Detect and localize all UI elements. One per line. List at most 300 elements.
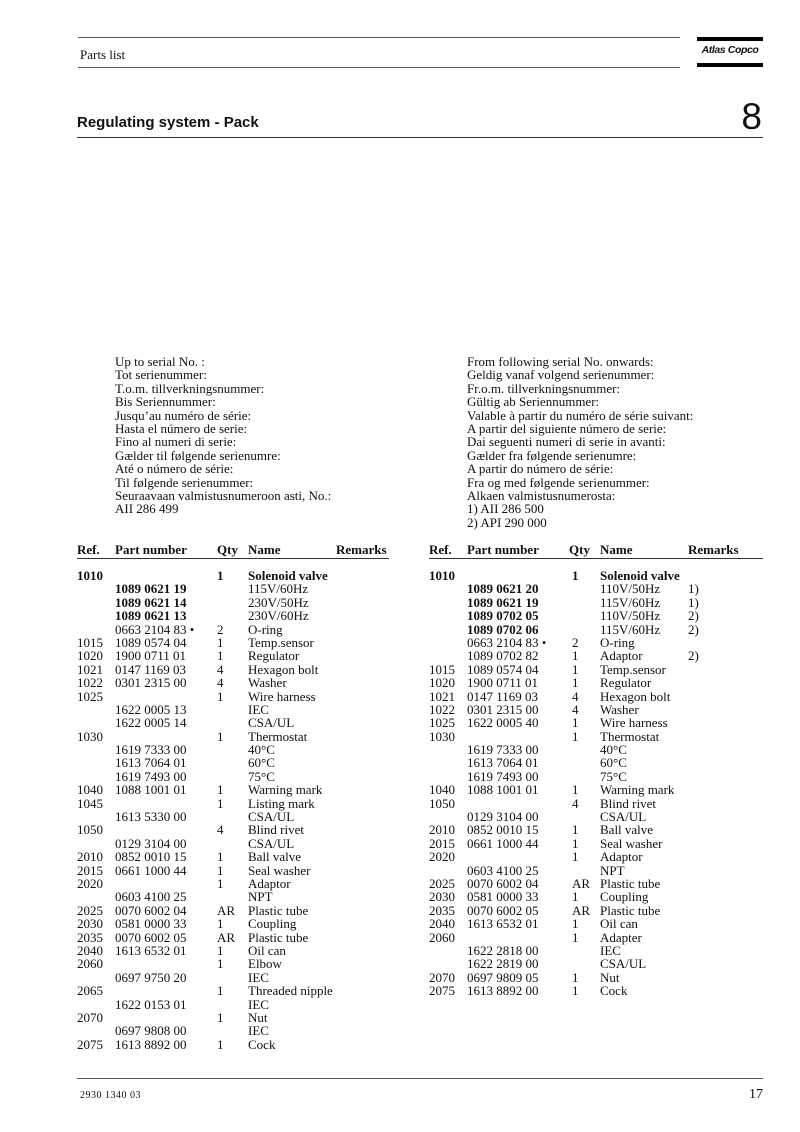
name-cell: IEC — [248, 1023, 269, 1039]
qty-cell: 4 — [572, 795, 579, 811]
qty-cell: 4 — [572, 688, 579, 704]
ref-cell: 1010 — [77, 568, 103, 583]
name-cell: Plastic tube — [600, 902, 661, 918]
serial-line: A partir do número de série: — [467, 461, 614, 477]
table-row — [77, 823, 389, 836]
part-number-cell: 0852 0010 15 — [467, 822, 539, 838]
table-row — [429, 971, 763, 984]
table-row — [77, 663, 389, 676]
part-number-cell: 0852 0010 15 — [115, 849, 187, 865]
footer-rule — [77, 1078, 763, 1079]
name-cell: Nut — [248, 1009, 268, 1025]
ref-cell: 1030 — [429, 728, 455, 744]
name-cell: 75°C — [248, 768, 275, 784]
part-number-cell: 1089 0621 19 — [115, 581, 187, 597]
serial-line: Alkaen valmistusnumerosta: — [467, 488, 616, 504]
name-cell: NPT — [248, 889, 273, 905]
qty-cell: 4 — [217, 822, 224, 838]
name-cell: IEC — [248, 701, 269, 717]
qty-cell: 4 — [217, 675, 224, 691]
name-cell: Blind rivet — [600, 795, 656, 811]
name-cell: Ball valve — [248, 849, 302, 865]
part-number-cell: 1619 7333 00 — [115, 742, 187, 758]
part-number-cell: 1613 6532 01 — [115, 942, 187, 958]
part-number-cell: 0663 2104 83 • — [115, 621, 195, 637]
ref-cell: 1040 — [77, 782, 103, 798]
remarks-cell: 2) — [688, 621, 699, 637]
name-cell: Blind rivet — [248, 822, 304, 838]
qty-cell: AR — [572, 902, 591, 918]
qty-cell: 1 — [572, 969, 579, 985]
title-rule — [77, 137, 763, 138]
table-row — [77, 743, 389, 756]
qty-cell: 1 — [217, 728, 224, 744]
qty-cell: 1 — [217, 648, 224, 664]
column-header-name: Name — [248, 542, 281, 557]
serial-line: Valable à partir du numéro de série suivant: — [467, 407, 694, 423]
qty-cell: 1 — [217, 916, 224, 932]
part-number-cell: 1089 0621 13 — [115, 608, 187, 624]
serial-line: Fino al numeri di serie: — [115, 434, 237, 450]
ref-cell: 1022 — [429, 701, 455, 717]
table-row — [77, 944, 389, 957]
part-number-cell: 0581 0000 33 — [115, 916, 187, 932]
name-cell: 115V/60Hz — [248, 581, 309, 597]
ref-cell: 2070 — [429, 969, 455, 985]
name-cell: Elbow — [248, 956, 282, 972]
name-cell: Oil can — [600, 916, 638, 932]
name-cell: 60°C — [248, 755, 275, 771]
table-row — [77, 569, 389, 582]
ref-cell: 2025 — [77, 902, 103, 918]
part-number-cell: 0147 1169 03 — [115, 661, 187, 677]
part-number-cell: 0070 6002 05 — [115, 929, 187, 945]
qty-cell: 1 — [217, 782, 224, 798]
column-header-qty: Qty — [217, 542, 238, 557]
qty-cell: 1 — [572, 568, 579, 583]
logo-bar-top — [697, 37, 763, 41]
name-cell: Washer — [600, 701, 639, 717]
table-row — [77, 609, 389, 622]
table-row — [429, 609, 763, 622]
serial-line: Gælder fra følgende serienumre: — [467, 447, 637, 463]
part-number-cell: 1619 7493 00 — [467, 768, 539, 784]
part-number-cell: 1089 0621 14 — [115, 594, 187, 610]
table-row — [429, 623, 763, 636]
qty-cell: 4 — [572, 701, 579, 717]
column-header-ref: Ref. — [77, 542, 100, 557]
part-number-cell: 0070 6002 04 — [115, 902, 187, 918]
name-cell: Wire harness — [600, 715, 668, 731]
part-number-cell: 0129 3104 00 — [467, 809, 539, 825]
qty-cell: AR — [217, 902, 236, 918]
part-number-cell: 1088 1001 01 — [115, 782, 187, 798]
serial-line: Jusqu’au numéro de série: — [115, 407, 252, 423]
name-cell: Coupling — [600, 889, 649, 905]
remarks-cell: 1) — [688, 581, 699, 597]
qty-cell: 1 — [572, 822, 579, 838]
table-row — [429, 770, 763, 783]
qty-cell: 1 — [572, 782, 579, 798]
name-cell: CSA/UL — [248, 835, 295, 851]
name-cell: 60°C — [600, 755, 627, 771]
ref-cell: 2030 — [429, 889, 455, 905]
table-row — [429, 837, 763, 850]
qty-cell: 1 — [572, 929, 579, 945]
name-cell: 230V/50Hz — [248, 594, 309, 610]
serial-line: Hasta el número de serie: — [115, 421, 248, 437]
table-row — [77, 582, 389, 595]
part-number-cell: 0697 9809 05 — [467, 969, 539, 985]
part-number-cell: 0581 0000 33 — [467, 889, 539, 905]
part-number-cell: 1622 2818 00 — [467, 942, 539, 958]
qty-cell: 1 — [572, 728, 579, 744]
table-row — [77, 1011, 389, 1024]
serial-line: Tot serienummer: — [115, 367, 207, 383]
table-row — [429, 663, 763, 676]
column-header-remarks: Remarks — [336, 542, 387, 557]
qty-cell: 1 — [217, 875, 224, 891]
table-row — [429, 850, 763, 863]
serial-block-right — [467, 355, 693, 529]
qty-cell: 2 — [217, 621, 224, 637]
table-row — [77, 770, 389, 783]
part-number-cell: 1613 8892 00 — [115, 1036, 187, 1052]
part-number-cell: 0603 4100 25 — [467, 862, 539, 878]
name-cell: 115V/60Hz — [600, 621, 661, 637]
table-row — [77, 783, 389, 796]
ref-cell: 2040 — [77, 942, 103, 958]
table-row — [429, 917, 763, 930]
table-row — [429, 569, 763, 582]
table-row — [77, 971, 389, 984]
part-number-cell: 0070 6002 04 — [467, 875, 539, 891]
table-row — [77, 917, 389, 930]
remarks-cell: 2) — [688, 648, 699, 664]
name-cell: Adaptor — [600, 849, 643, 865]
name-cell: 110V/50Hz — [600, 608, 661, 624]
table-row — [77, 890, 389, 903]
logo-bar-bottom — [697, 63, 763, 67]
part-number-cell: 1900 0711 01 — [467, 675, 539, 691]
ref-cell: 1015 — [429, 661, 455, 677]
name-cell: Adaptor — [600, 648, 643, 664]
ref-cell: 1025 — [429, 715, 455, 731]
name-cell: Plastic tube — [600, 875, 661, 891]
serial-line: 1) AII 286 500 — [467, 501, 544, 517]
table-row — [77, 810, 389, 823]
part-number-cell: 0301 2315 00 — [115, 675, 187, 691]
name-cell: 40°C — [600, 742, 627, 758]
name-cell: Hexagon bolt — [248, 661, 319, 677]
part-number-cell: 1089 0621 20 — [467, 581, 539, 597]
ref-cell: 2060 — [429, 929, 455, 945]
table-row — [77, 730, 389, 743]
qty-cell: 1 — [217, 983, 224, 999]
table-row — [429, 890, 763, 903]
part-number-cell: 0697 9750 20 — [115, 969, 187, 985]
qty-cell: 1 — [217, 942, 224, 958]
part-number-cell: 1089 0702 06 — [467, 621, 539, 637]
serial-line: Geldig vanaf volgend serienummer: — [467, 367, 655, 383]
name-cell: Thermostat — [248, 728, 308, 744]
table-header-rule — [429, 558, 763, 559]
qty-cell: 1 — [572, 675, 579, 691]
ref-cell: 1010 — [429, 568, 455, 583]
ref-cell: 1040 — [429, 782, 455, 798]
part-number-cell: 1619 7493 00 — [115, 768, 187, 784]
part-number-cell: 1088 1001 01 — [467, 782, 539, 798]
serial-line: Fra og med følgende serienummer: — [467, 474, 650, 490]
serial-line: Gælder til følgende serienumre: — [115, 447, 281, 463]
name-cell: Coupling — [248, 916, 297, 932]
serial-line: Up to serial No. : — [115, 354, 205, 369]
part-number-cell: 0147 1169 03 — [467, 688, 539, 704]
table-row — [429, 582, 763, 595]
name-cell: 40°C — [248, 742, 275, 758]
table-row — [77, 864, 389, 877]
table-row — [77, 797, 389, 810]
table-row — [429, 957, 763, 970]
table-row — [429, 984, 763, 997]
part-number-cell: 1622 0005 13 — [115, 701, 187, 717]
part-number-cell: 1089 0621 19 — [467, 594, 539, 610]
name-cell: Cock — [600, 983, 628, 999]
section-number: 8 — [741, 96, 762, 137]
ref-cell: 1022 — [77, 675, 103, 691]
ref-cell: 2030 — [77, 916, 103, 932]
ref-cell: 1021 — [77, 661, 103, 677]
serial-block-left — [115, 355, 331, 516]
ref-cell: 1020 — [429, 675, 455, 691]
logo-text: Atlas Copco — [701, 44, 759, 56]
ref-cell: 2015 — [77, 862, 103, 878]
table-row — [77, 703, 389, 716]
table-rows — [77, 569, 389, 1051]
remarks-cell: 2) — [688, 608, 699, 624]
header-rule-bottom — [78, 67, 680, 68]
name-cell: CSA/UL — [600, 956, 647, 972]
name-cell: Listing mark — [248, 795, 315, 811]
name-cell: Warning mark — [248, 782, 323, 798]
ref-cell: 1050 — [77, 822, 103, 838]
table-row — [429, 636, 763, 649]
serial-line: T.o.m. tillverkningsnummer: — [115, 380, 265, 396]
part-number-cell: 0663 2104 83 • — [467, 634, 547, 650]
table-row — [77, 1024, 389, 1037]
ref-cell: 2020 — [429, 849, 455, 865]
ref-cell: 2010 — [77, 849, 103, 865]
table-row — [77, 904, 389, 917]
ref-cell: 1021 — [429, 688, 455, 704]
name-cell: Hexagon bolt — [600, 688, 671, 704]
name-cell: Solenoid valve — [600, 568, 680, 583]
name-cell: O-ring — [248, 621, 283, 637]
name-cell: 115V/60Hz — [600, 594, 661, 610]
table-row — [429, 931, 763, 944]
part-number-cell: 0697 9808 00 — [115, 1023, 187, 1039]
serial-line: Bis Seriennummer: — [115, 394, 216, 410]
qty-cell: 1 — [217, 688, 224, 704]
qty-cell: 1 — [217, 1036, 224, 1052]
ref-cell: 1015 — [77, 634, 103, 650]
ref-cell: 2075 — [429, 983, 455, 999]
column-header-qty: Qty — [569, 542, 590, 557]
ref-cell: 2040 — [429, 916, 455, 932]
qty-cell: 2 — [572, 634, 579, 650]
table-row — [77, 636, 389, 649]
name-cell: 230V/60Hz — [248, 608, 309, 624]
qty-cell: 1 — [572, 835, 579, 851]
ref-cell: 2010 — [429, 822, 455, 838]
qty-cell: 1 — [217, 634, 224, 650]
serial-line: Til følgende serienummer: — [115, 474, 254, 490]
table-row — [77, 596, 389, 609]
name-cell: Wire harness — [248, 688, 316, 704]
ref-cell: 2015 — [429, 835, 455, 851]
ref-cell: 1025 — [77, 688, 103, 704]
remarks-cell: 1) — [688, 594, 699, 610]
ref-cell: 2075 — [77, 1036, 103, 1052]
table-rows — [429, 569, 763, 998]
qty-cell: 1 — [572, 889, 579, 905]
table-row — [429, 944, 763, 957]
name-cell: Warning mark — [600, 782, 675, 798]
part-number-cell: 1900 0711 01 — [115, 648, 187, 664]
table-row — [429, 756, 763, 769]
table-row — [77, 877, 389, 890]
name-cell: IEC — [248, 969, 269, 985]
part-number-cell: 1619 7333 00 — [467, 742, 539, 758]
qty-cell: 1 — [217, 849, 224, 865]
ref-cell: 1020 — [77, 648, 103, 664]
serial-line: Seuraavaan valmistusnumeroon asti, No.: — [115, 488, 332, 504]
part-number-cell: 1613 7064 01 — [115, 755, 187, 771]
table-row — [77, 1038, 389, 1051]
document-number: 2930 1340 03 — [80, 1090, 141, 1101]
name-cell: Adaptor — [248, 875, 291, 891]
table-row — [429, 596, 763, 609]
part-number-cell: 0661 1000 44 — [115, 862, 187, 878]
qty-cell: 1 — [572, 983, 579, 999]
name-cell: Oil can — [248, 942, 286, 958]
qty-cell: 1 — [217, 795, 224, 811]
name-cell: Temp.sensor — [600, 661, 666, 677]
serial-line: Até o número de série: — [115, 461, 234, 477]
name-cell: Regulator — [248, 648, 300, 664]
section-title: Regulating system - Pack — [77, 114, 259, 131]
name-cell: Seal washer — [248, 862, 311, 878]
table-row — [77, 623, 389, 636]
name-cell: Temp.sensor — [248, 634, 314, 650]
serial-line: From following serial No. onwards: — [467, 354, 654, 369]
name-cell: Nut — [600, 969, 620, 985]
name-cell: CSA/UL — [600, 809, 647, 825]
qty-cell: AR — [217, 929, 236, 945]
part-number-cell: 1089 0574 04 — [115, 634, 187, 650]
name-cell: Plastic tube — [248, 902, 309, 918]
name-cell: NPT — [600, 862, 625, 878]
table-row — [429, 730, 763, 743]
table-row — [77, 931, 389, 944]
ref-cell: 2035 — [429, 902, 455, 918]
part-number-cell: 1622 2819 00 — [467, 956, 539, 972]
name-cell: Solenoid valve — [248, 568, 328, 583]
page-number: 17 — [749, 1087, 763, 1102]
table-row — [429, 783, 763, 796]
part-number-cell: 0129 3104 00 — [115, 835, 187, 851]
part-number-cell: 1089 0702 05 — [467, 608, 539, 624]
column-header-part-number: Part number — [115, 542, 187, 557]
name-cell: Threaded nipple — [248, 983, 333, 999]
part-number-cell: 1613 6532 01 — [467, 916, 539, 932]
name-cell: Ball valve — [600, 822, 654, 838]
qty-cell: 1 — [217, 862, 224, 878]
table-row — [429, 676, 763, 689]
part-number-cell: 1613 5330 00 — [115, 809, 187, 825]
name-cell: O-ring — [600, 634, 635, 650]
atlas-copco-logo — [697, 37, 763, 68]
part-number-cell: 1613 7064 01 — [467, 755, 539, 771]
table-header-rule — [77, 558, 389, 559]
ref-cell: 2065 — [77, 983, 103, 999]
ref-cell: 2070 — [77, 1009, 103, 1025]
part-number-cell: 0070 6002 05 — [467, 902, 539, 918]
name-cell: Regulator — [600, 675, 652, 691]
ref-cell: 1050 — [429, 795, 455, 811]
table-row — [77, 837, 389, 850]
part-number-cell: 0603 4100 25 — [115, 889, 187, 905]
qty-cell: 1 — [217, 568, 224, 583]
qty-cell: 1 — [217, 956, 224, 972]
table-row — [429, 703, 763, 716]
name-cell: 110V/50Hz — [600, 581, 661, 597]
serial-line: Fr.o.m. tillverkningsnummer: — [467, 380, 621, 396]
table-row — [429, 904, 763, 917]
name-cell: Washer — [248, 675, 287, 691]
table-row — [77, 850, 389, 863]
column-header-remarks: Remarks — [688, 542, 739, 557]
part-number-cell: 1622 0005 14 — [115, 715, 187, 731]
part-number-cell: 1089 0574 04 — [467, 661, 539, 677]
column-header-ref: Ref. — [429, 542, 452, 557]
ref-cell: 2020 — [77, 875, 103, 891]
part-number-cell: 0301 2315 00 — [467, 701, 539, 717]
table-row — [429, 690, 763, 703]
table-row — [77, 676, 389, 689]
part-number-cell: 1089 0702 82 — [467, 648, 539, 664]
table-row — [429, 649, 763, 662]
ref-cell: 2060 — [77, 956, 103, 972]
table-row — [429, 864, 763, 877]
header-rule-top — [78, 37, 680, 38]
part-number-cell: 1613 8892 00 — [467, 983, 539, 999]
qty-cell: 1 — [572, 661, 579, 677]
qty-cell: 1 — [217, 1009, 224, 1025]
table-row — [77, 716, 389, 729]
table-row — [429, 716, 763, 729]
name-cell: CSA/UL — [248, 715, 295, 731]
qty-cell: 4 — [217, 661, 224, 677]
qty-cell: 1 — [572, 715, 579, 731]
name-cell: Thermostat — [600, 728, 660, 744]
table-row — [77, 690, 389, 703]
part-number-cell: 0661 1000 44 — [467, 835, 539, 851]
column-header-name: Name — [600, 542, 633, 557]
table-row — [77, 984, 389, 997]
table-row — [77, 998, 389, 1011]
part-number-cell: 1622 0005 40 — [467, 715, 539, 731]
